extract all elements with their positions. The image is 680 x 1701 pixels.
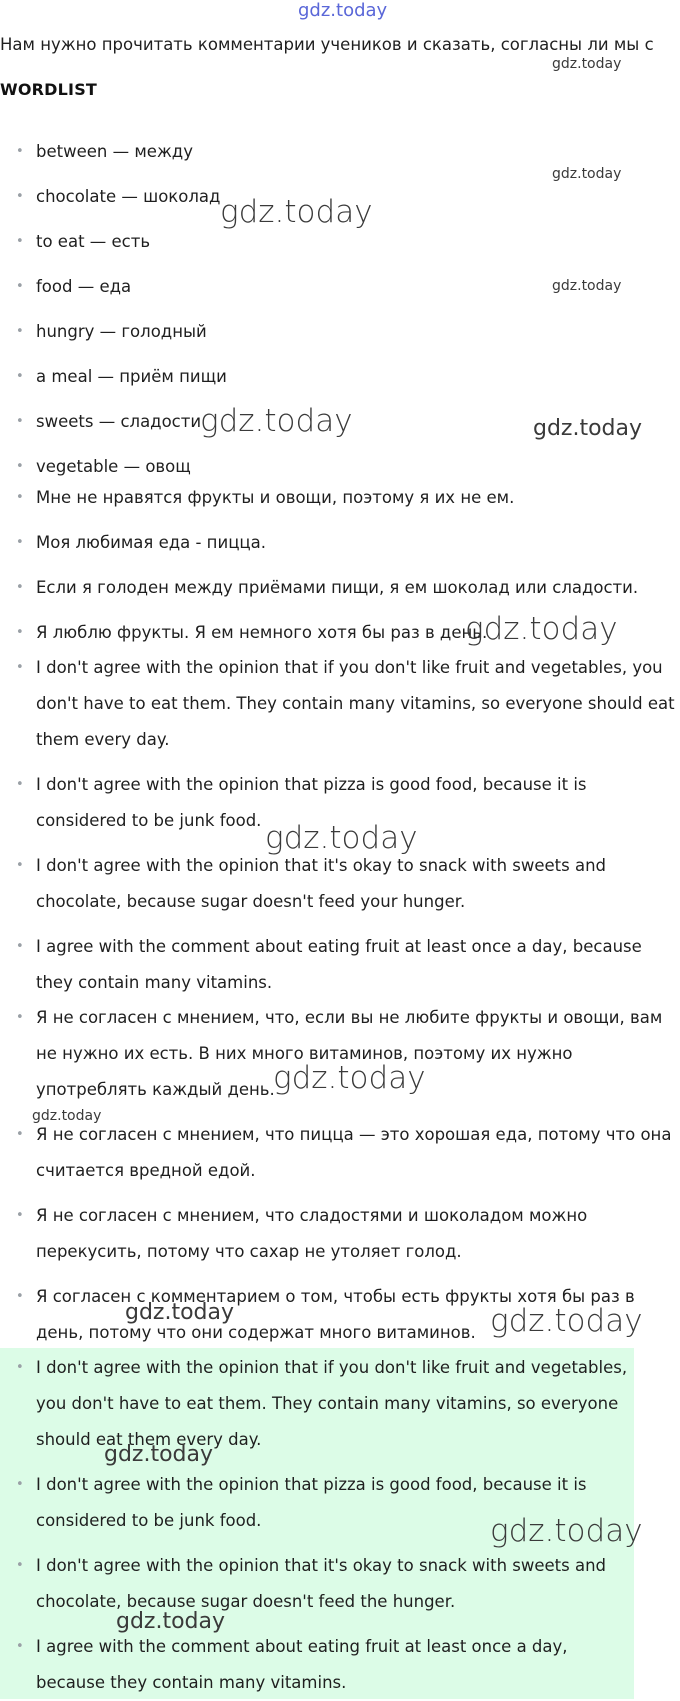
watermark: gdz.today (552, 278, 622, 294)
watermark: gdz.today (116, 1609, 226, 1634)
list-item: • sweets — сладости (0, 399, 680, 444)
watermark: gdz.today (125, 1300, 235, 1325)
list-item: • vegetable — овощ (0, 444, 680, 489)
watermark: gdz.today (552, 56, 622, 72)
list-item: • I agree with the comment about eating fruit at least once a day, because they contain many vitamins. (0, 1629, 634, 1701)
list-item: • Моя любимая еда - пицца. (0, 525, 680, 561)
watermark: gdz.today (220, 194, 373, 230)
answers-ru-list (0, 1000, 680, 1351)
list-item: • Мне не нравятся фрукты и овощи, поэтому я их не ем. (0, 480, 680, 516)
wordlist-heading: WORDLIST (0, 80, 98, 99)
site-logo[interactable]: gdz.today (298, 0, 388, 21)
list-item: • food — еда (0, 264, 680, 309)
list-item: • a meal — приём пищи (0, 354, 680, 399)
watermark: gdz.today (265, 820, 418, 856)
list-item: • I don't agree with the opinion that pizza is good food, because it is considered to be junk food. (0, 1467, 634, 1539)
list-item: • to eat — есть (0, 219, 680, 264)
list-item: • I don't agree with the opinion that it's okay to snack with sweets and chocolate, because sugar doesn't feed the hunger. (0, 1548, 634, 1620)
list-item: • hungry — голодный (0, 309, 680, 354)
list-item: • Я не согласен с мнением, что сладостями и шоколадом можно перекусить, потому что сахар не утоляет голод. (0, 1198, 680, 1270)
list-item: • Я не согласен с мнением, что, если вы не любите фрукты и овощи, вам не нужно их есть. В них много витаминов, поэтому их нужно употреблять каждый день. (0, 1000, 680, 1108)
list-item: • between — между (0, 129, 680, 174)
list-item: • I don't agree with the opinion that pizza is good food, because it is considered to be junk food. (0, 767, 680, 839)
intro-text: Нам нужно прочитать комментарии учеников и сказать, согласны ли мы с (0, 35, 654, 54)
list-item: • Если я голоден между приёмами пищи, я ем шоколад или сладости. (0, 570, 680, 606)
watermark: gdz.today (32, 1108, 102, 1124)
list-item: • Я не согласен с мнением, что пицца — это хорошая еда, потому что она считается вредной едой. (0, 1117, 680, 1189)
watermark: gdz.today (465, 611, 618, 647)
watermark: gdz.today (490, 1513, 643, 1549)
list-item: • I don't agree with the opinion that if you don't like fruit and vegetables, you don't have to eat them. They contain many vitamins, so everyone should eat them every day. (0, 650, 680, 758)
list-item: • I don't agree with the opinion that if you don't like fruit and vegetables, you don't have to eat them. They contain many vitamins, so everyone should eat them every day. (0, 1350, 634, 1458)
watermark: gdz.today (552, 166, 622, 182)
list-item: • Я согласен с комментарием о том, чтобы есть фрукты хотя бы раз в день, потому что они содержат много витаминов. (0, 1279, 680, 1351)
watermark: gdz.today (273, 1060, 426, 1096)
list-item: • Я люблю фрукты. Я ем немного хотя бы раз в день. (0, 615, 680, 651)
watermark: gdz.today (200, 403, 353, 439)
watermark: gdz.today (533, 416, 643, 441)
watermark: gdz.today (490, 1303, 643, 1339)
list-item: • I agree with the comment about eating fruit at least once a day, because they contain many vitamins. (0, 929, 680, 1001)
list-item: • chocolate — шоколад (0, 174, 680, 219)
watermark: gdz.today (104, 1442, 214, 1467)
list-item: • I don't agree with the opinion that it's okay to snack with sweets and chocolate, because sugar doesn't feed your hunger. (0, 848, 680, 920)
